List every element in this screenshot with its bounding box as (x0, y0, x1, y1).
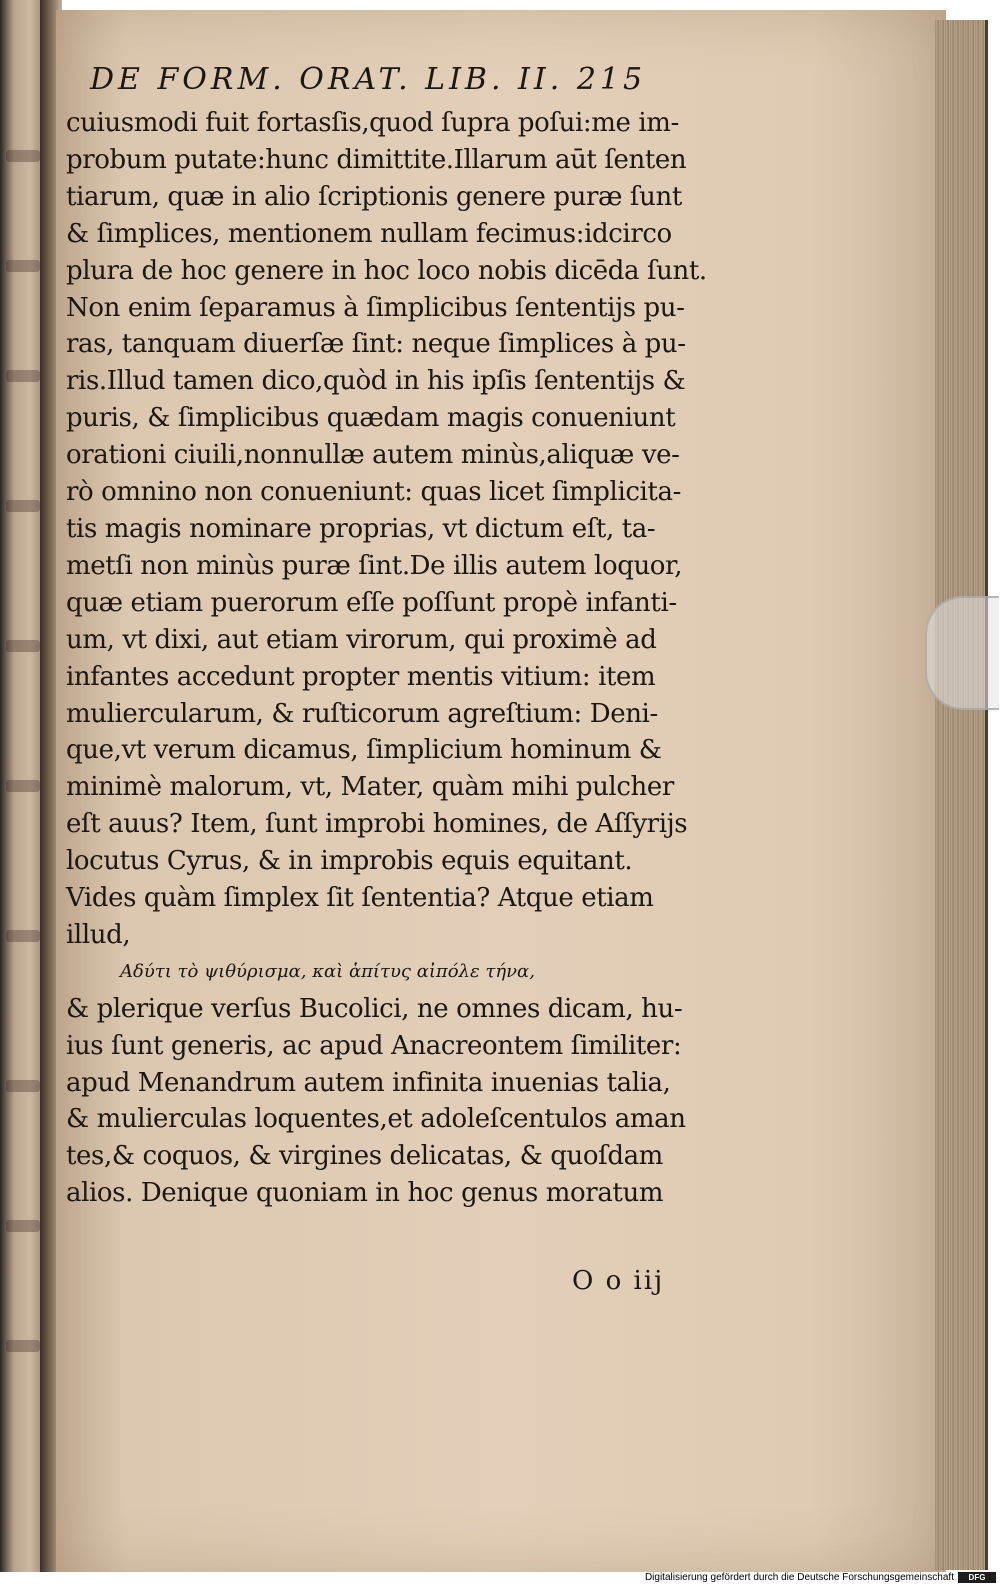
text-line: illud, (66, 919, 131, 950)
facing-page-text-fragment (6, 500, 40, 512)
text-line: locutus Cyrus, & in improbis equis equitant. (66, 846, 633, 877)
facing-page-text-fragment (6, 1220, 40, 1232)
page-text (66, 62, 736, 1212)
text-line: puris, & ſimplicibus quædam magis conueniunt (66, 403, 676, 434)
text-line: cuiusmodi fuit fortasſis,quod ſupra poſui:me im- (66, 108, 679, 138)
facing-page-text-fragment (6, 260, 40, 272)
text-line: infantes accedunt propter mentis vitium: item (66, 661, 656, 692)
text-line: orationi ciuili,nonnullæ autem minùs,aliquæ ve- (66, 440, 680, 471)
greek-quotation: Αδύτι τὸ ψιθύρισμα, καὶ ἁπίτυς αἰπόλε τήνα, (120, 960, 535, 982)
text-line: ius ſunt generis, ac apud Anacreontem ſimiliter: (66, 1030, 682, 1061)
text-line: tes,& coquos, & virgines delicatas, & quoſdam (66, 1141, 663, 1172)
text-line: & plerique verſus Bucolici, ne omnes dicam, hu- (66, 993, 683, 1024)
text-line: tis magis nominare proprias, vt dictum eſt, ta- (66, 513, 656, 544)
page-fore-edge (935, 20, 988, 1570)
text-line: minimè malorum, vt, Mater, quàm mihi pulcher (66, 772, 674, 803)
text-line: probum putate:hunc dimittite.Illarum aūt ſenten (66, 144, 687, 175)
facing-page-edge (0, 0, 44, 1572)
facing-page-text-fragment (6, 1340, 40, 1352)
text-line: & ſimplices, mentionem nullam fecimus:idcirco (66, 218, 672, 249)
facing-page-text-fragment (6, 780, 40, 792)
text-line: rò omnino non conueniunt: quas licet ſimplicita- (66, 477, 681, 508)
facing-page-text-fragment (6, 1080, 40, 1092)
running-head: DE FORM. ORAT. LIB. II. 215 (90, 62, 647, 97)
text-line: um, vt dixi, aut etiam virorum, qui proximè ad (66, 624, 657, 655)
text-line: & mulierculas loquentes,et adoleſcentulos aman (66, 1104, 686, 1135)
text-line: quæ etiam puerorum eſſe poſſunt propè infanti- (66, 587, 677, 618)
facing-page-text-fragment (6, 640, 40, 652)
text-line: eſt auus? Item, ſunt improbi homines, de Aſſyrijs (66, 809, 688, 840)
facing-page-text-fragment (6, 930, 40, 942)
dfg-logo: DFG (958, 1572, 996, 1583)
page-clip (925, 596, 999, 710)
text-line: alios. Denique quoniam in hoc genus moratum (66, 1178, 664, 1209)
text-line: ras, tanquam diuerſæ ſint: neque ſimplices à pu- (66, 329, 686, 360)
body-text-continued (66, 991, 736, 1212)
footer-credit: Digitalisierung gefördert durch die Deutsche Forschungsgemeinschaft (644, 1572, 954, 1583)
text-line: Vides quàm ſimplex ſit ſententia? Atque etiam (66, 883, 654, 914)
body-text (66, 105, 736, 954)
text-line: muliercularum, & ruſticorum agreſtium: Deni- (66, 698, 658, 729)
text-line: metſi non minùs puræ ſint.De illis autem loquor, (66, 550, 683, 581)
signature-mark: O o iij (572, 1266, 665, 1296)
text-line: tiarum, quæ in alio ſcriptionis genere puræ ſunt (66, 181, 682, 212)
facing-page-text-fragment (6, 150, 40, 162)
text-line: apud Menandrum autem infinita inuenias talia, (66, 1067, 671, 1098)
text-line: que,vt verum dicamus, ſimplicium hominum & (66, 735, 662, 766)
text-line: plura de hoc genere in hoc loco nobis dicēda ſunt. (66, 255, 707, 286)
text-line: ris.Illud tamen dico,quòd in his ipſis ſententijs & (66, 366, 686, 397)
text-line: Non enim ſeparamus à ſimplicibus ſententijs pu- (66, 292, 685, 323)
facing-page-text-fragment (6, 370, 40, 382)
